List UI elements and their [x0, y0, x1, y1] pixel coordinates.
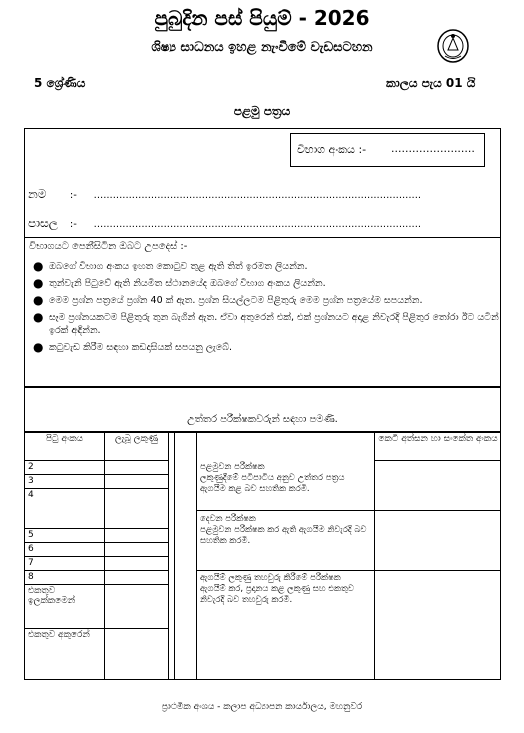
- verifying-examiner-text: ඇගයීම් කර, ප්‍රදානය කළ ලකුණු සහ එකතුව නිවැරදි බව තහවුරු කරමි.: [200, 584, 354, 605]
- exam-title: පුබුදින පස් පියුම් - 2026: [154, 6, 370, 30]
- emblem-icon: [436, 28, 470, 64]
- total-numbers-input[interactable]: [104, 584, 168, 628]
- verifying-examiner-title: ඇගයීම් ලකුණු තහවුරු කිරීමේ පරීක්ෂක: [200, 573, 341, 583]
- name-label: නම: [28, 187, 47, 201]
- school-label: පාසල: [28, 216, 58, 230]
- instruction-item: ● ඔබගේ විභාග අංකය ඉහත කොටුව තුළ ඇති තිත් ඉරමත ලියන්න.: [33, 259, 308, 273]
- page-row-label: 6: [24, 542, 104, 556]
- page-row-label: 4: [24, 488, 104, 528]
- school-dots: .......................................................................................................: [93, 219, 422, 230]
- instructions-box: [24, 237, 501, 387]
- second-examiner-title: දෙවන පරීක්ෂක: [200, 514, 256, 524]
- school-field[interactable]: [28, 216, 498, 231]
- examiner-heading: උත්තර පරීක්ෂකවරුන් සඳහා පමණි.: [187, 414, 338, 425]
- instruction-item: ● කටුවැඩ කිරීම සඳහා කඩදාසියක් සපයනු ලැබේ.: [33, 340, 233, 354]
- col-page-number: පිටු අංකය: [24, 432, 104, 460]
- time-label: කාලය පැය 01 යි: [386, 76, 476, 90]
- marks-input[interactable]: [104, 556, 168, 570]
- col-signature-code: කෙටි අත්සන හා සංකේත අංකය: [374, 432, 501, 460]
- index-number-box[interactable]: [290, 133, 485, 167]
- instruction-item: ● තුන්වැනි පිටුවේ ඇති නියමිත ස්ථානයේද ඔබගේ විභාග අංකය ලියන්න.: [33, 276, 326, 290]
- page-row-label: 7: [24, 556, 104, 570]
- page-row-label: 5: [24, 528, 104, 542]
- index-number-dots: ........................: [391, 142, 475, 155]
- name-dots: .......................................................................................................: [93, 190, 422, 201]
- verifying-examiner-block: [200, 573, 370, 606]
- marks-grid: [24, 432, 501, 680]
- first-examiner-signature[interactable]: [374, 460, 501, 510]
- total-numbers-label: එකතුව ඉලක්කමෙන්: [24, 584, 104, 628]
- total-words-label: එකතුව අකුරෙන්: [24, 628, 104, 680]
- col-marks-obtained: ලැබූ ලකුණු: [104, 432, 168, 460]
- name-colon: :-: [69, 190, 77, 201]
- marks-input[interactable]: [104, 542, 168, 556]
- second-examiner-signature[interactable]: [374, 510, 501, 570]
- grade-label: 5 ශ්‍රේණිය: [34, 76, 86, 90]
- instruction-item: ● සෑම ප්‍රශ්නයකටම පිළිතුරු තුන බැගින් ඇත. ඒවා අතුරෙන් එක්, එක් ප්‍රශ්නයට අදාළ නිවැරදි පිළිතුර තෝරා ඊට යටින් ඉරක් අඳින්න.: [33, 310, 499, 336]
- page-row-label: 8: [24, 570, 104, 584]
- marks-input[interactable]: [104, 474, 168, 488]
- index-number-label: විභාග අංකය :-: [297, 143, 367, 156]
- marks-input[interactable]: [104, 488, 168, 528]
- page-row-label: 2: [24, 460, 104, 474]
- verifying-examiner-signature[interactable]: [374, 570, 501, 680]
- total-words-input[interactable]: [104, 628, 168, 680]
- first-examiner-block: [200, 462, 370, 495]
- marks-input[interactable]: [104, 570, 168, 584]
- instructions-heading: විභාගයට පෙනීසිටින ඔබට උපදෙස් :-: [29, 241, 188, 252]
- second-examiner-text: පළමුවන පරීක්ෂක කර ඇති ඇගයීම නිවැරදි බව සහතික කරමි.: [200, 525, 367, 546]
- footer-text: ප්‍රාථමික අංශය - කලාප අධ්‍යාපන කාර්යාලය, මහනුවර: [161, 702, 363, 712]
- marks-input[interactable]: [104, 460, 168, 474]
- marks-input[interactable]: [104, 528, 168, 542]
- first-examiner-text: ලකුණුදීමේ පටිපාටිය අනුව උත්තර පත්‍රය ඇගයීම කළ බව සහතික කරමි.: [200, 473, 345, 494]
- name-field[interactable]: [28, 187, 498, 202]
- grid-gap-column: [174, 432, 196, 680]
- school-colon: :-: [69, 219, 77, 230]
- instruction-item: ● මෙම ප්‍රශ්න පත්‍රයේ ප්‍රශ්න 40 ක් ඇත. ප්‍රශ්න සියල්ලටම පිළිතුරු මෙම ප්‍රශ්න පත්‍රයේම සපයන්න.: [33, 293, 423, 307]
- paper-label: පළමු පත්‍රය: [233, 104, 291, 118]
- page-row-label: 3: [24, 474, 104, 488]
- examiner-header-box: [24, 387, 501, 432]
- program-subtitle: ශිෂ්‍ය සාධනය ඉහළ නැංවීමේ වැඩසටහන: [151, 40, 373, 55]
- role-divider: [196, 510, 374, 513]
- second-examiner-block: [200, 514, 370, 547]
- first-examiner-title: පළමුවන පරීක්ෂක: [200, 462, 265, 472]
